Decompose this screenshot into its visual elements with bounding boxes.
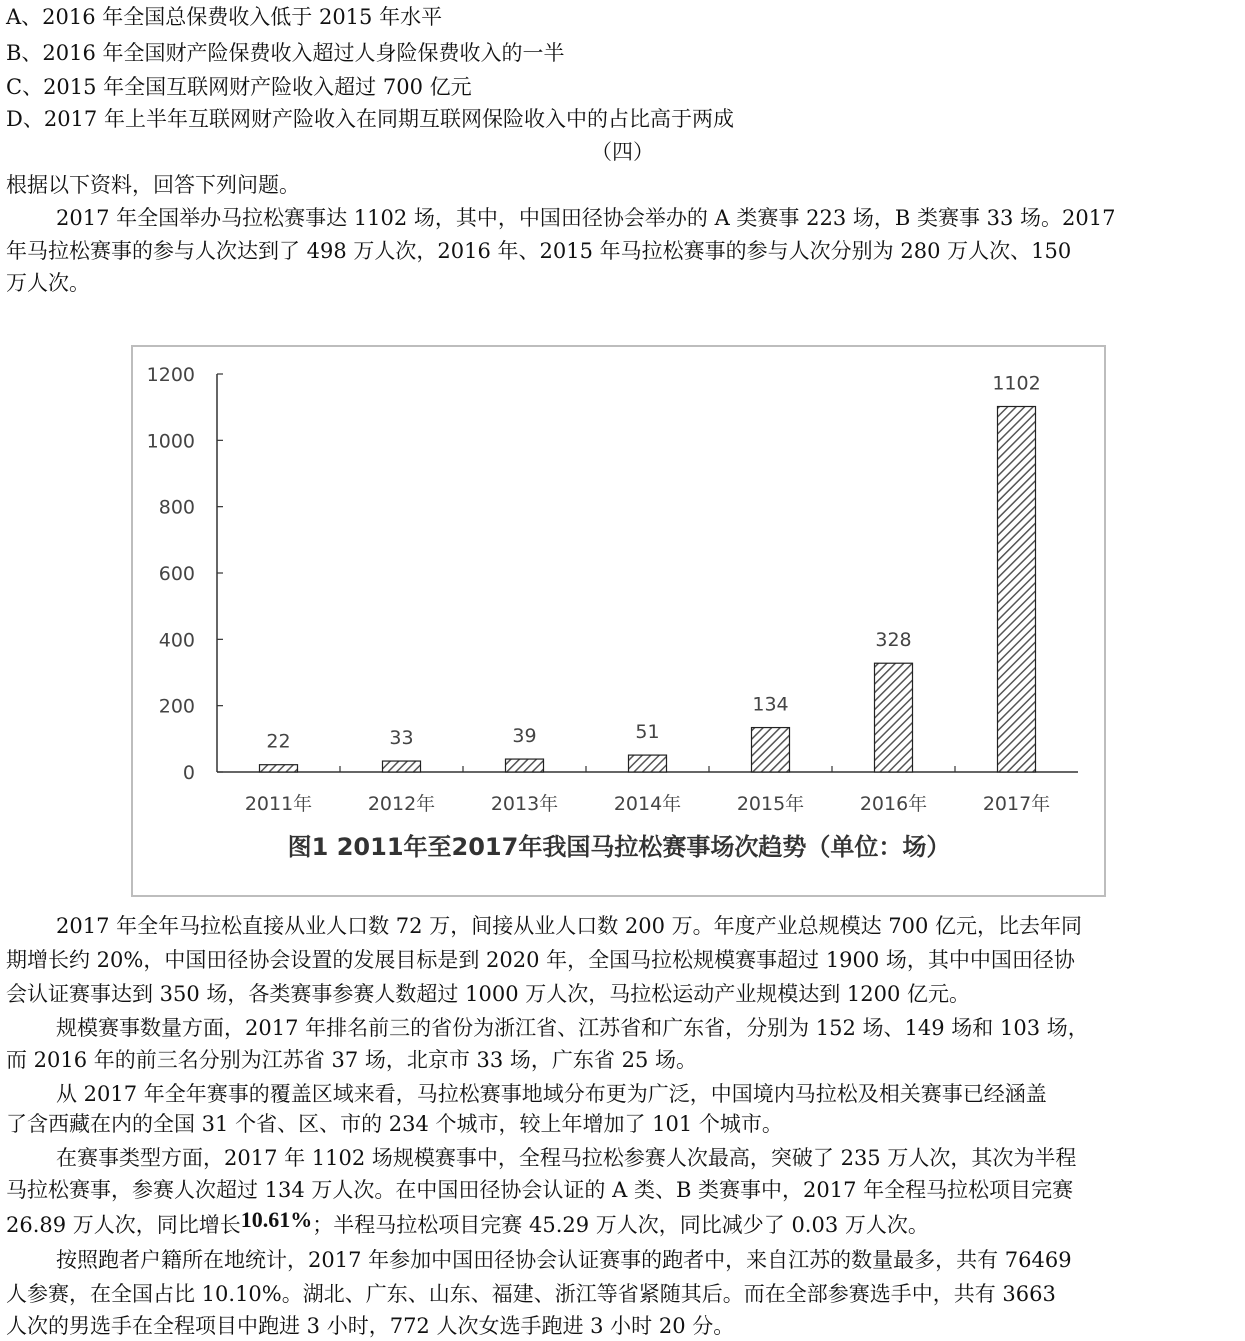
body-line: 了含西藏在内的全国 31 个省、区、市的 234 个城市，较上年增加了 101 个城市。 bbox=[6, 1112, 783, 1136]
bar bbox=[260, 765, 298, 772]
body-line: 马拉松赛事，参赛人次超过 134 万人次。在中国田径协会认证的 A 类、B 类赛事中，2017 年全程马拉松项目完赛 bbox=[6, 1178, 1074, 1202]
bar bbox=[629, 755, 667, 772]
bar-chart bbox=[133, 347, 1104, 895]
bar bbox=[383, 761, 421, 772]
data-label: 22 bbox=[266, 730, 291, 753]
data-label: 51 bbox=[635, 721, 660, 744]
y-tick-label: 1000 bbox=[146, 430, 195, 453]
body-line: 而 2016 年的前三名分别为江苏省 37 场，北京市 33 场，广东省 25 场。 bbox=[6, 1048, 698, 1072]
y-tick-label: 800 bbox=[158, 496, 195, 519]
intro-line: 2017 年全国举办马拉松赛事达 1102 场，其中，中国田径协会举办的 A 类赛事 223 场，B 类赛事 33 场。2017 bbox=[56, 206, 1116, 230]
x-tick-label: 2016年 bbox=[859, 793, 928, 815]
option-c: C、2015 年全国互联网财产险收入超过 700 亿元 bbox=[6, 75, 472, 99]
option-b: B、2016 年全国财产险保费收入超过人身险保费收入的一半 bbox=[6, 41, 565, 65]
section-title: （四） bbox=[591, 140, 654, 164]
instruction-text: 根据以下资料，回答下列问题。 bbox=[6, 173, 300, 197]
y-tick-label: 200 bbox=[158, 695, 195, 718]
body-line: 会认证赛事达到 350 场，各类赛事参赛人数超过 1000 万人次，马拉松运动产业规模达到 1200 亿元。 bbox=[6, 982, 971, 1006]
bar bbox=[752, 728, 790, 772]
growth-rate: 10.61% bbox=[240, 1207, 313, 1232]
y-tick-label: 0 bbox=[182, 762, 195, 784]
intro-line: 万人次。 bbox=[6, 271, 90, 295]
growth-line bbox=[6, 1207, 929, 1240]
x-tick-label: 2011年 bbox=[244, 793, 313, 815]
x-tick-label: 2014年 bbox=[613, 793, 682, 815]
data-label: 1102 bbox=[992, 372, 1041, 395]
body-line: 从 2017 年全年赛事的覆盖区域来看，马拉松赛事地域分布更为广泛，中国境内马拉松及相关赛事已经涵盖 bbox=[56, 1082, 1047, 1106]
body-line: 规模赛事数量方面，2017 年排名前三的省份为浙江省、江苏省和广东省，分别为 152 场、149 场和 103 场， bbox=[56, 1016, 1089, 1040]
body-line: 人次的男选手在全程项目中跑进 3 小时，772 人次女选手跑进 3 小时 20 分。 bbox=[6, 1314, 735, 1338]
option-a: A、2016 年全国总保费收入低于 2015 年水平 bbox=[6, 5, 443, 29]
y-tick-label: 600 bbox=[158, 563, 195, 585]
bar bbox=[998, 407, 1036, 772]
growth-line-after: ；半程马拉松项目完赛 45.29 万人次，同比减少了 0.03 万人次。 bbox=[312, 1213, 929, 1237]
data-label: 33 bbox=[389, 727, 414, 750]
body-line: 2017 年全年马拉松直接从业人口数 72 万，间接从业人口数 200 万。年度产业总规模达 700 亿元，比去年同 bbox=[56, 914, 1083, 938]
body-line: 在赛事类型方面，2017 年 1102 场规模赛事中，全程马拉松参赛人次最高，突破了 235 万人次，其次为半程 bbox=[56, 1146, 1077, 1170]
x-tick-label: 2017年 bbox=[982, 793, 1051, 815]
x-tick-label: 2015年 bbox=[736, 793, 805, 815]
body-line: 期增长约 20%，中国田径协会设置的发展目标是到 2020 年，全国马拉松规模赛事超过 1900 场，其中中国田径协 bbox=[6, 948, 1075, 972]
body-line: 人参赛，在全国占比 10.10%。湖北、广东、山东、福建、浙江等省紧随其后。而在全部参赛选手中，共有 3663 bbox=[6, 1282, 1056, 1306]
data-label: 328 bbox=[875, 629, 912, 652]
y-tick-label: 1200 bbox=[146, 364, 195, 386]
body-line: 按照跑者户籍所在地统计，2017 年参加中国田径协会认证赛事的跑者中，来自江苏的数量最多，共有 76469 bbox=[56, 1248, 1072, 1272]
data-label: 134 bbox=[752, 693, 789, 716]
x-tick-label: 2012年 bbox=[367, 793, 436, 815]
chart-frame bbox=[131, 345, 1106, 897]
bar bbox=[506, 759, 544, 772]
y-tick-label: 400 bbox=[158, 629, 195, 652]
intro-line: 年马拉松赛事的参与人次达到了 498 万人次，2016 年、2015 年马拉松赛事的参与人次分别为 280 万人次、150 bbox=[6, 239, 1072, 263]
chart-caption: 图1 2011年至2017年我国马拉松赛事场次趋势（单位：场） bbox=[287, 833, 951, 861]
bar bbox=[875, 663, 913, 772]
data-label: 39 bbox=[512, 725, 537, 748]
option-d: D、2017 年上半年互联网财产险收入在同期互联网保险收入中的占比高于两成 bbox=[6, 107, 734, 131]
x-tick-label: 2013年 bbox=[490, 793, 559, 815]
growth-line-before: 26.89 万人次，同比增长 bbox=[6, 1213, 241, 1237]
